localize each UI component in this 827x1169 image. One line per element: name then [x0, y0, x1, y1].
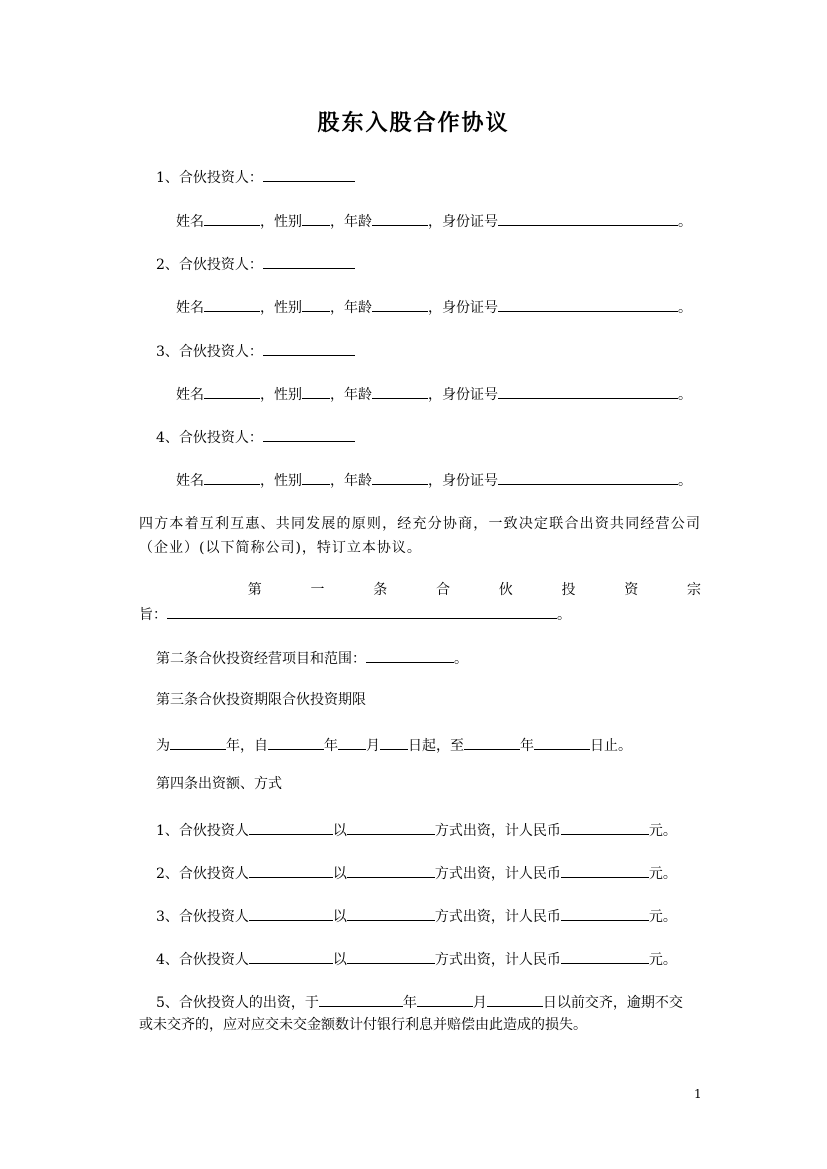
id-label: ，身份证号	[428, 387, 498, 403]
term-text: 年	[520, 738, 534, 754]
method-blank[interactable]	[347, 819, 435, 835]
partner-4-header	[156, 426, 355, 448]
method-blank[interactable]	[347, 905, 435, 921]
contribution-4	[156, 948, 677, 970]
name-blank[interactable]	[204, 210, 260, 226]
article-1-cont-label: 旨：	[139, 607, 167, 623]
name-label: 姓名	[176, 300, 204, 316]
article-1-char: 合	[436, 582, 450, 598]
id-blank[interactable]	[498, 296, 678, 312]
article-3-heading: 第三条合伙投资期限合伙投资期限	[156, 692, 366, 708]
amount-blank[interactable]	[561, 948, 649, 964]
partner-2-name-blank[interactable]	[263, 253, 355, 269]
contribution-text: 以	[332, 823, 347, 839]
contribution-5	[156, 991, 683, 1013]
name-blank[interactable]	[204, 296, 260, 312]
gender-blank[interactable]	[302, 469, 330, 485]
gender-label: ，性别	[260, 300, 302, 316]
term-text: 日起，至	[408, 738, 464, 754]
id-blank[interactable]	[498, 469, 678, 485]
contribution-text: 方式出资，计人民币	[434, 866, 561, 882]
investor-blank[interactable]	[249, 819, 333, 835]
contribution-text: 以	[332, 866, 347, 882]
partner-3-label: 3、合伙投资人：	[156, 344, 263, 360]
gender-label: ，性别	[260, 473, 302, 489]
partner-1-header	[156, 166, 355, 188]
partner-4-name-blank[interactable]	[263, 426, 355, 442]
article-2-scope-blank[interactable]	[366, 647, 454, 663]
deadline-year-blank[interactable]	[319, 991, 403, 1007]
contribution-label: 1、合伙投资人	[156, 823, 249, 839]
contribution-5-line2: 或未交齐的，应对应交未交金额数计付银行利息并赔偿由此造成的损失。	[139, 1017, 587, 1033]
age-blank[interactable]	[372, 469, 428, 485]
term-text: 年，自	[226, 738, 268, 754]
term-text: 年	[324, 738, 338, 754]
article-1-char: 资	[624, 582, 639, 598]
age-label: ，年龄	[330, 473, 372, 489]
article-2-label: 第二条合伙投资经营项目和范围：	[156, 651, 366, 667]
partner-2-header	[156, 253, 355, 275]
contribution-text: 元。	[648, 909, 677, 925]
id-blank[interactable]	[498, 383, 678, 399]
partner-2-detail	[176, 296, 692, 318]
intro-paragraph: 四方本着互利互惠、共同发展的原则，经充分协商，一致决定联合出资共同经营公司（企业）(以下简称公司)，特订立本协议。	[139, 516, 701, 556]
contribution-text: 元。	[648, 823, 677, 839]
article-1-purpose-blank[interactable]	[167, 603, 557, 619]
article-3-term	[156, 734, 632, 756]
article-1-heading	[139, 579, 701, 599]
document-title: 股东入股合作协议	[317, 110, 510, 136]
contribution-3	[156, 905, 677, 927]
partner-3-header	[156, 340, 355, 362]
start-year-blank[interactable]	[268, 734, 324, 750]
contribution-text: 月	[472, 995, 487, 1011]
start-month-blank[interactable]	[338, 734, 366, 750]
contribution-1	[156, 819, 677, 841]
gender-blank[interactable]	[302, 383, 330, 399]
deadline-day-blank[interactable]	[487, 991, 543, 1007]
name-label: 姓名	[176, 387, 204, 403]
period: 。	[678, 300, 692, 316]
amount-blank[interactable]	[561, 905, 649, 921]
article-4-heading: 第四条出资额、方式	[156, 776, 282, 792]
term-text: 月	[366, 738, 380, 754]
name-blank[interactable]	[204, 383, 260, 399]
name-label: 姓名	[176, 473, 204, 489]
id-label: ，身份证号	[428, 300, 498, 316]
contribution-text: 元。	[648, 866, 677, 882]
contribution-label: 3、合伙投资人	[156, 909, 249, 925]
contribution-text: 元。	[648, 952, 677, 968]
contribution-text: 以	[332, 952, 347, 968]
end-year-blank[interactable]	[464, 734, 520, 750]
partner-3-name-blank[interactable]	[263, 340, 355, 356]
id-label: ，身份证号	[428, 473, 498, 489]
gender-blank[interactable]	[302, 296, 330, 312]
contribution-text: 方式出资，计人民币	[434, 952, 561, 968]
name-label: 姓名	[176, 214, 204, 230]
article-1-char: 投	[561, 582, 576, 598]
period: 。	[557, 607, 571, 623]
term-text: 为	[156, 738, 170, 754]
article-1-char: 一	[310, 582, 325, 598]
gender-label: ，性别	[260, 387, 302, 403]
period: 。	[678, 214, 692, 230]
partner-3-detail	[176, 383, 692, 405]
amount-blank[interactable]	[561, 862, 649, 878]
article-2	[156, 647, 468, 669]
id-label: ，身份证号	[428, 214, 498, 230]
term-years-blank[interactable]	[170, 734, 226, 750]
article-1-continuation	[139, 603, 571, 625]
contribution-2	[156, 862, 677, 884]
article-1-char: 伙	[498, 582, 513, 598]
period: 。	[678, 473, 692, 489]
article-1-char: 条	[373, 582, 388, 598]
age-label: ，年龄	[330, 300, 372, 316]
end-day-blank[interactable]	[534, 734, 590, 750]
start-day-blank[interactable]	[380, 734, 408, 750]
period: 。	[454, 651, 468, 667]
period: 。	[678, 387, 692, 403]
page-number: 1	[694, 1087, 702, 1101]
name-blank[interactable]	[204, 469, 260, 485]
term-text: 日止。	[590, 738, 632, 754]
contribution-label: 2、合伙投资人	[156, 866, 249, 882]
partner-1-label: 1、合伙投资人：	[156, 170, 263, 186]
partner-4-detail	[176, 469, 692, 491]
contribution-label: 4、合伙投资人	[156, 952, 249, 968]
age-blank[interactable]	[372, 210, 428, 226]
contribution-text: 方式出资，计人民币	[434, 823, 561, 839]
contribution-text: 年	[402, 995, 417, 1011]
partner-1-detail	[176, 210, 692, 232]
gender-label: ，性别	[260, 214, 302, 230]
age-blank[interactable]	[372, 296, 428, 312]
amount-blank[interactable]	[561, 819, 649, 835]
age-label: ，年龄	[330, 214, 372, 230]
investor-blank[interactable]	[249, 948, 333, 964]
article-1-char: 第	[247, 582, 262, 598]
id-blank[interactable]	[498, 210, 678, 226]
partner-1-name-blank[interactable]	[263, 166, 355, 182]
contribution-text: 日以前交齐，逾期不交	[542, 995, 683, 1011]
age-blank[interactable]	[372, 383, 428, 399]
investor-blank[interactable]	[249, 905, 333, 921]
method-blank[interactable]	[347, 948, 435, 964]
deadline-month-blank[interactable]	[417, 991, 473, 1007]
partner-2-label: 2、合伙投资人：	[156, 257, 263, 273]
article-1-char: 宗	[687, 582, 701, 598]
age-label: ，年龄	[330, 387, 372, 403]
partner-4-label: 4、合伙投资人：	[156, 430, 263, 446]
method-blank[interactable]	[347, 862, 435, 878]
contribution-text: 5、合伙投资人的出资，于	[156, 995, 319, 1011]
contribution-text: 以	[332, 909, 347, 925]
investor-blank[interactable]	[249, 862, 333, 878]
contribution-text: 方式出资，计人民币	[434, 909, 561, 925]
gender-blank[interactable]	[302, 210, 330, 226]
